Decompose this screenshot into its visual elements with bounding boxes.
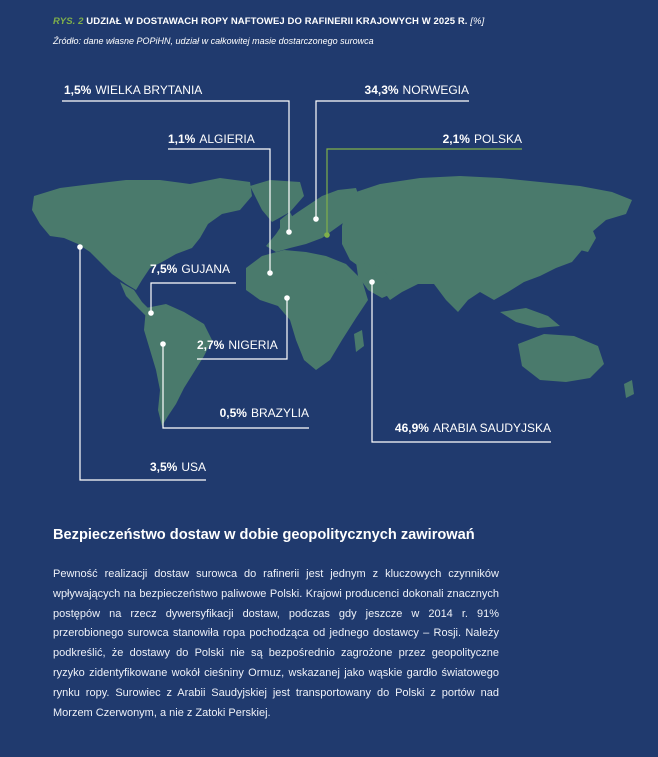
callout-uk [64, 83, 202, 97]
callout-algeria [168, 132, 255, 146]
figure-source: Źródło: dane własne POPiHN, udział w całkowitej masie dostarczonego surowca [53, 36, 374, 46]
dot-algeria [267, 270, 273, 276]
south-america-landmass [144, 304, 212, 426]
australia-landmass [518, 334, 604, 382]
callout-guyana-percent: 7,5% [150, 262, 178, 276]
dot-nigeria [284, 295, 290, 301]
callout-poland-percent: 2,1% [442, 132, 470, 146]
callout-poland-country: POLSKA [473, 132, 522, 146]
callout-uk-country: WIELKA BRYTANIA [95, 83, 203, 97]
callout-uk-percent: 1,5% [64, 83, 92, 97]
callout-brazil-percent: 0,5% [219, 406, 247, 420]
dot-poland [324, 232, 330, 238]
dot-saudi [369, 279, 375, 285]
callout-saudi [395, 421, 551, 435]
dot-brazil [160, 341, 166, 347]
callout-usa-percent: 3,5% [149, 460, 178, 474]
article-heading: Bezpieczeństwo dostaw w dobie geopolitycznych zawirowań [53, 527, 475, 543]
figure-unit: [%] [470, 16, 485, 27]
dot-norway [313, 216, 319, 222]
dot-guyana [148, 310, 154, 316]
figure-label: RYS. 2 [53, 16, 84, 27]
article [53, 525, 499, 723]
callout-usa-country: USA [181, 460, 206, 474]
figure-title: UDZIAŁ W DOSTAWACH ROPY NAFTOWEJ DO RAFINERII KRAJOWYCH W 2025 R. [86, 16, 468, 27]
callout-poland [443, 132, 522, 146]
callout-guyana [150, 262, 230, 276]
callout-nigeria-country: NIGERIA [228, 338, 278, 352]
callout-nigeria [197, 338, 278, 352]
callout-norway-percent: 34,3% [364, 83, 399, 97]
dot-usa [77, 244, 83, 250]
callout-norway-country: NORWEGIA [402, 83, 469, 97]
indonesia-landmass [500, 308, 560, 328]
callout-nigeria-percent: 2,7% [197, 338, 225, 352]
africa-landmass [246, 250, 368, 370]
callout-algeria-percent: 1,1% [168, 132, 196, 146]
world-map-land [32, 176, 634, 426]
new-zealand-landmass [624, 380, 634, 398]
callout-brazil-country: BRAZYLIA [250, 406, 309, 420]
callout-norway [365, 83, 469, 97]
madagascar-landmass [354, 330, 364, 352]
callout-algeria-country: ALGIERIA [199, 132, 255, 146]
callout-usa [150, 460, 206, 474]
dot-uk [286, 229, 292, 235]
callout-saudi-percent: 46,9% [394, 421, 429, 435]
article-body: Pewność realizacji dostaw surowca do rafinerii jest jednym z kluczowych czynników wpływających na bezpieczeństwo paliwowe Polski. Krajowi producenci dokonali znacznych postępów na rzecz dywersyfikacji dostaw, podczas gdy jeszcze w 2014 r. 91% przerobionego surowca stanowiła ropa pochodząca od jednego dostawcy – Rosji. Należy podkreślić, że dostawy do Polski nie są bezpośrednio zagrożone przez geopolityczne ryzyko zidentyfikowane wokół cieśniny Ormuz, wskazanej jako wąskie gardło światowego rynku ropy. Surowiec z Arabii Saudyjskiej jest transportowany do Polski z portów nad Morzem Czerwonym, a nie z Zatoki Perskiej. [53, 568, 499, 719]
callout-brazil [220, 406, 309, 420]
callout-saudi-country: ARABIA SAUDYJSKA [432, 421, 551, 435]
callout-guyana-country: GUJANA [181, 262, 231, 276]
